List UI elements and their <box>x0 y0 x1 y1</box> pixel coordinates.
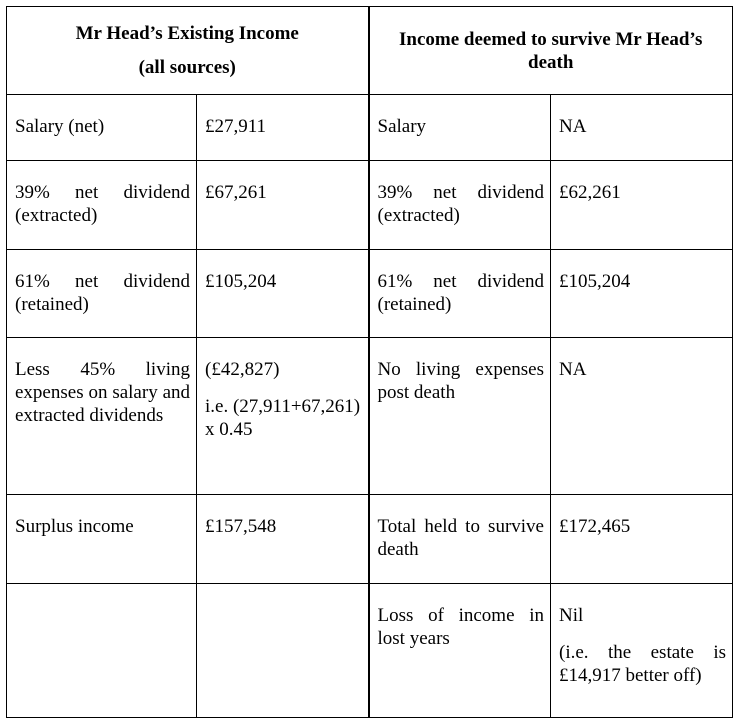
existing-value-cell: £27,911 <box>197 95 369 161</box>
existing-value-cell: £67,261 <box>197 161 369 250</box>
existing-label-cell: 39% net dividend (extracted) <box>7 161 197 250</box>
existing-value-cell <box>197 584 369 718</box>
deemed-value-cell: NA <box>551 338 733 495</box>
deemed-value: Nil <box>559 605 584 626</box>
table-row <box>7 495 733 584</box>
existing-income-header-title: Mr Head’s Existing Income <box>75 23 299 44</box>
deemed-value-note: (i.e. the estate is £14,917 better off) <box>559 642 726 686</box>
deemed-value-cell: £172,465 <box>551 495 733 584</box>
deemed-income-header <box>369 7 733 95</box>
table-row <box>7 161 733 250</box>
deemed-value-cell: £105,204 <box>551 250 733 338</box>
deemed-label-cell: Loss of income in lost years <box>369 584 551 718</box>
table-row <box>7 584 733 718</box>
table-row <box>7 338 733 495</box>
existing-label-cell: 61% net dividend (retained) <box>7 250 197 338</box>
deemed-value-cell: NA <box>551 95 733 161</box>
existing-value: (£42,827) <box>205 359 280 380</box>
existing-value-cell: £105,204 <box>197 250 369 338</box>
deemed-label-cell: 39% net dividend (extracted) <box>369 161 551 250</box>
deemed-label-cell: 61% net dividend (retained) <box>369 250 551 338</box>
existing-value-cell <box>197 338 369 495</box>
table-row <box>7 250 733 338</box>
header-row <box>7 7 733 95</box>
deemed-income-header-title: Income deemed to survive Mr Head’s death <box>399 28 703 73</box>
existing-label-cell: Less 45% living expenses on salary and extracted dividends <box>7 338 197 495</box>
existing-value-cell: £157,548 <box>197 495 369 584</box>
existing-value-note: i.e. (27,911+67,261) x 0.45 <box>205 396 361 440</box>
deemed-label-cell: Total held to survive death <box>369 495 551 584</box>
deemed-value-cell: £62,261 <box>551 161 733 250</box>
existing-income-header <box>7 7 369 95</box>
deemed-value-cell <box>551 584 733 718</box>
existing-label-cell <box>7 584 197 718</box>
existing-label-cell: Surplus income <box>7 495 197 584</box>
existing-income-header-subtitle: (all sources) <box>138 57 236 78</box>
table-row <box>7 95 733 161</box>
income-comparison-table <box>6 6 733 718</box>
deemed-label-cell: Salary <box>369 95 551 161</box>
deemed-label-cell: No living expenses post death <box>369 338 551 495</box>
existing-label-cell: Salary (net) <box>7 95 197 161</box>
